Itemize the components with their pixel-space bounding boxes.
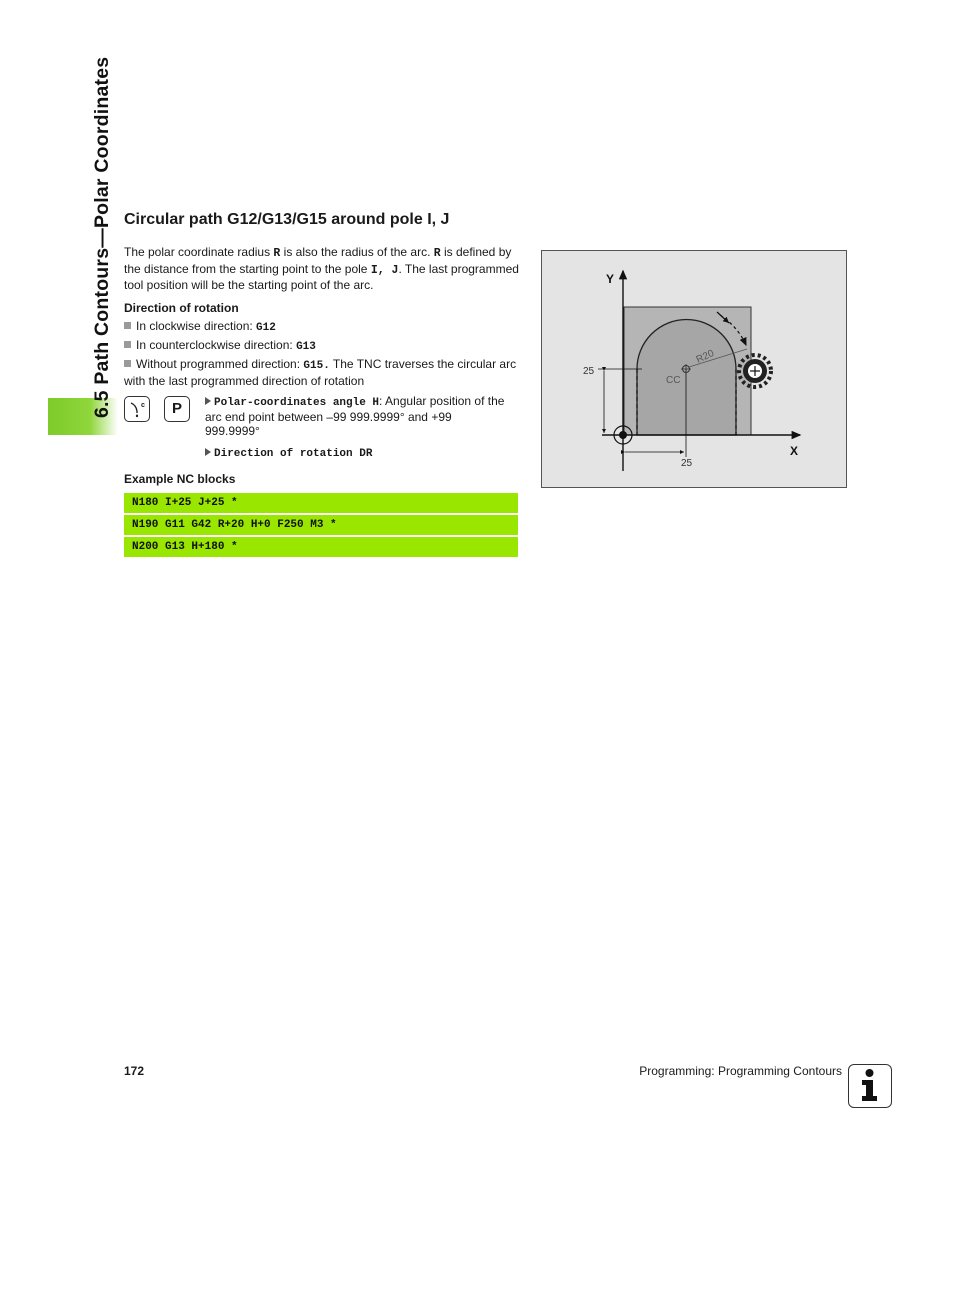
bullet-square-icon xyxy=(124,322,131,329)
polar-arc-icon xyxy=(125,397,149,421)
section-heading: Circular path G12/G13/G15 around pole I, J xyxy=(124,211,450,228)
intro-paragraph: The polar coordinate radius R is also the radius of the arc. R is defined by the distance from the starting point to the pole I, J. The last programmed tool position will be the starting point of the arc. xyxy=(124,245,519,292)
page-number: 172 xyxy=(124,1064,145,1078)
nc-block: N180 I+25 J+25 * xyxy=(124,493,518,513)
p-key[interactable]: P xyxy=(164,396,190,422)
key-c-label: c xyxy=(141,402,145,409)
contour xyxy=(637,320,736,435)
pole-label: CC xyxy=(666,375,681,386)
direction-heading: Direction of rotation xyxy=(124,301,239,315)
bullet-square-icon xyxy=(124,360,131,367)
info-icon xyxy=(848,1064,892,1108)
x-axis-label: X xyxy=(790,444,799,458)
triangle-bullet-icon xyxy=(205,448,211,456)
triangle-bullet-icon xyxy=(205,397,211,405)
param-direction: Direction of rotation DR xyxy=(205,445,505,461)
side-tab-title: 6.5 Path Contours—Polar Coordinates xyxy=(91,56,113,418)
example-heading: Example NC blocks xyxy=(124,472,236,486)
polar-arc-key[interactable] xyxy=(124,396,150,422)
radius-label: R20 xyxy=(694,347,716,366)
nc-block: N190 G11 G42 R+20 H+0 F250 M3 * xyxy=(124,515,518,535)
bullet-square-icon xyxy=(124,341,131,348)
milling-tool-icon xyxy=(739,355,771,387)
x-dimension: 25 xyxy=(681,458,693,469)
list-item: In counterclockwise direction: G13 xyxy=(124,338,520,355)
y-axis-label: Y xyxy=(606,272,615,286)
y-dimension: 25 xyxy=(583,366,595,377)
chapter-title: Programming: Programming Contours xyxy=(639,1064,842,1078)
param-angle: Polar-coordinates angle H: Angular position of the arc end point between –99 999.9999° and +99 999.9999° xyxy=(205,394,505,438)
list-item: Without programmed direction: G15. The TNC traverses the circular arc with the last programmed direction of rotation xyxy=(124,357,517,388)
nc-block: N200 G13 H+180 * xyxy=(124,537,518,557)
polar-arc-figure xyxy=(541,250,847,488)
figure-drawing xyxy=(542,251,846,487)
list-item: In clockwise direction: G12 xyxy=(124,319,520,336)
